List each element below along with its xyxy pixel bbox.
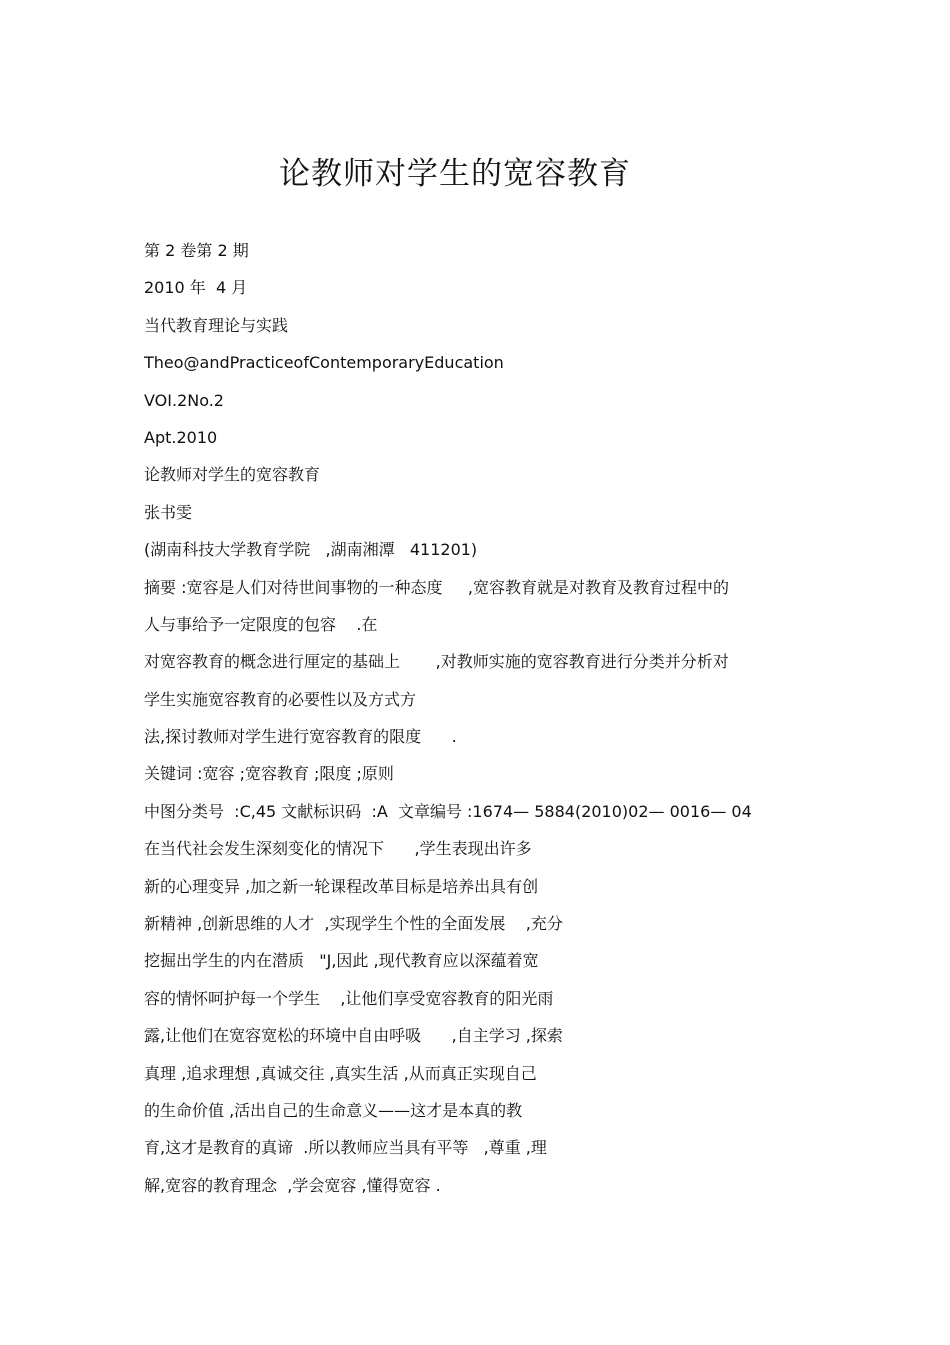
body-line: 真理 ,追求理想 ,真诚交往 ,真实生活 ,从而真正实现自己 (144, 1063, 537, 1083)
body-line: 露,让他们在宽容宽松的环境中自由呼吸 ,自主学习 ,探索 (144, 1026, 563, 1046)
body-line: 新精神 ,创新思维的人才 ,实现学生个性的全面发展 ,充分 (144, 914, 563, 934)
body-line: 容的情怀呵护每一个学生 ,让他们享受宽容教育的阳光雨 (144, 988, 554, 1008)
body-line: 挖掘出学生的内在潜质 "J,因此 ,现代教育应以深蕴着宽 (144, 951, 539, 971)
keywords: 关键词 :宽容 ;宽容教育 ;限度 ;原则 (144, 764, 394, 784)
abstract-line: 人与事给予一定限度的包容 .在 (144, 614, 378, 634)
journal-name-en: Theo@andPracticeofContemporaryEducation (144, 353, 504, 373)
volume-issue: 第 2 卷第 2 期 (144, 241, 249, 260)
article-title: 论教师对学生的宽容教育 (144, 465, 321, 485)
body-line: 解,宽容的教育理念 ,学会宽容 ,懂得宽容 . (144, 1175, 441, 1195)
document-body (144, 232, 844, 1204)
body-line: 在当代社会发生深刻变化的情况下 ,学生表现出许多 (144, 839, 532, 859)
date-en: Apt.2010 (144, 427, 218, 447)
publication-date: 2010 年 4 月 (144, 278, 248, 298)
body-line: 育,这才是教育的真谛 .所以教师应当具有平等 ,尊重 ,理 (144, 1138, 547, 1158)
body-line: 的生命价值 ,活出自己的生命意义——这才是本真的教 (144, 1100, 523, 1120)
abstract-line: 对宽容教育的概念进行厘定的基础上 ,对教师实施的宽容教育进行分类并分析对 (144, 652, 729, 672)
abstract-line: 学生实施宽容教育的必要性以及方式方 (144, 689, 417, 709)
abstract-line: 摘要 :宽容是人们对待世间事物的一种态度 ,宽容教育就是对教育及教育过程中的 (144, 577, 729, 597)
volume-number-en: VOI.2No.2 (144, 390, 224, 410)
body-line: 新的心理变异 ,加之新一轮课程改革目标是培养出具有创 (144, 876, 539, 896)
author-affiliation: (湖南科技大学教育学院 ,湖南湘潭 411201) (144, 540, 478, 560)
classification-info: 中图分类号 :C,45 文献标识码 :A 文章编号 :1674— 5884(2010)02— 0016— 04 (144, 801, 752, 821)
author-name: 张书雯 (144, 502, 193, 522)
document-title: 论教师对学生的宽容教育 (279, 156, 631, 192)
abstract-line: 法,探讨教师对学生进行宽容教育的限度 . (144, 727, 457, 747)
journal-name-cn: 当代教育理论与实践 (144, 315, 289, 335)
